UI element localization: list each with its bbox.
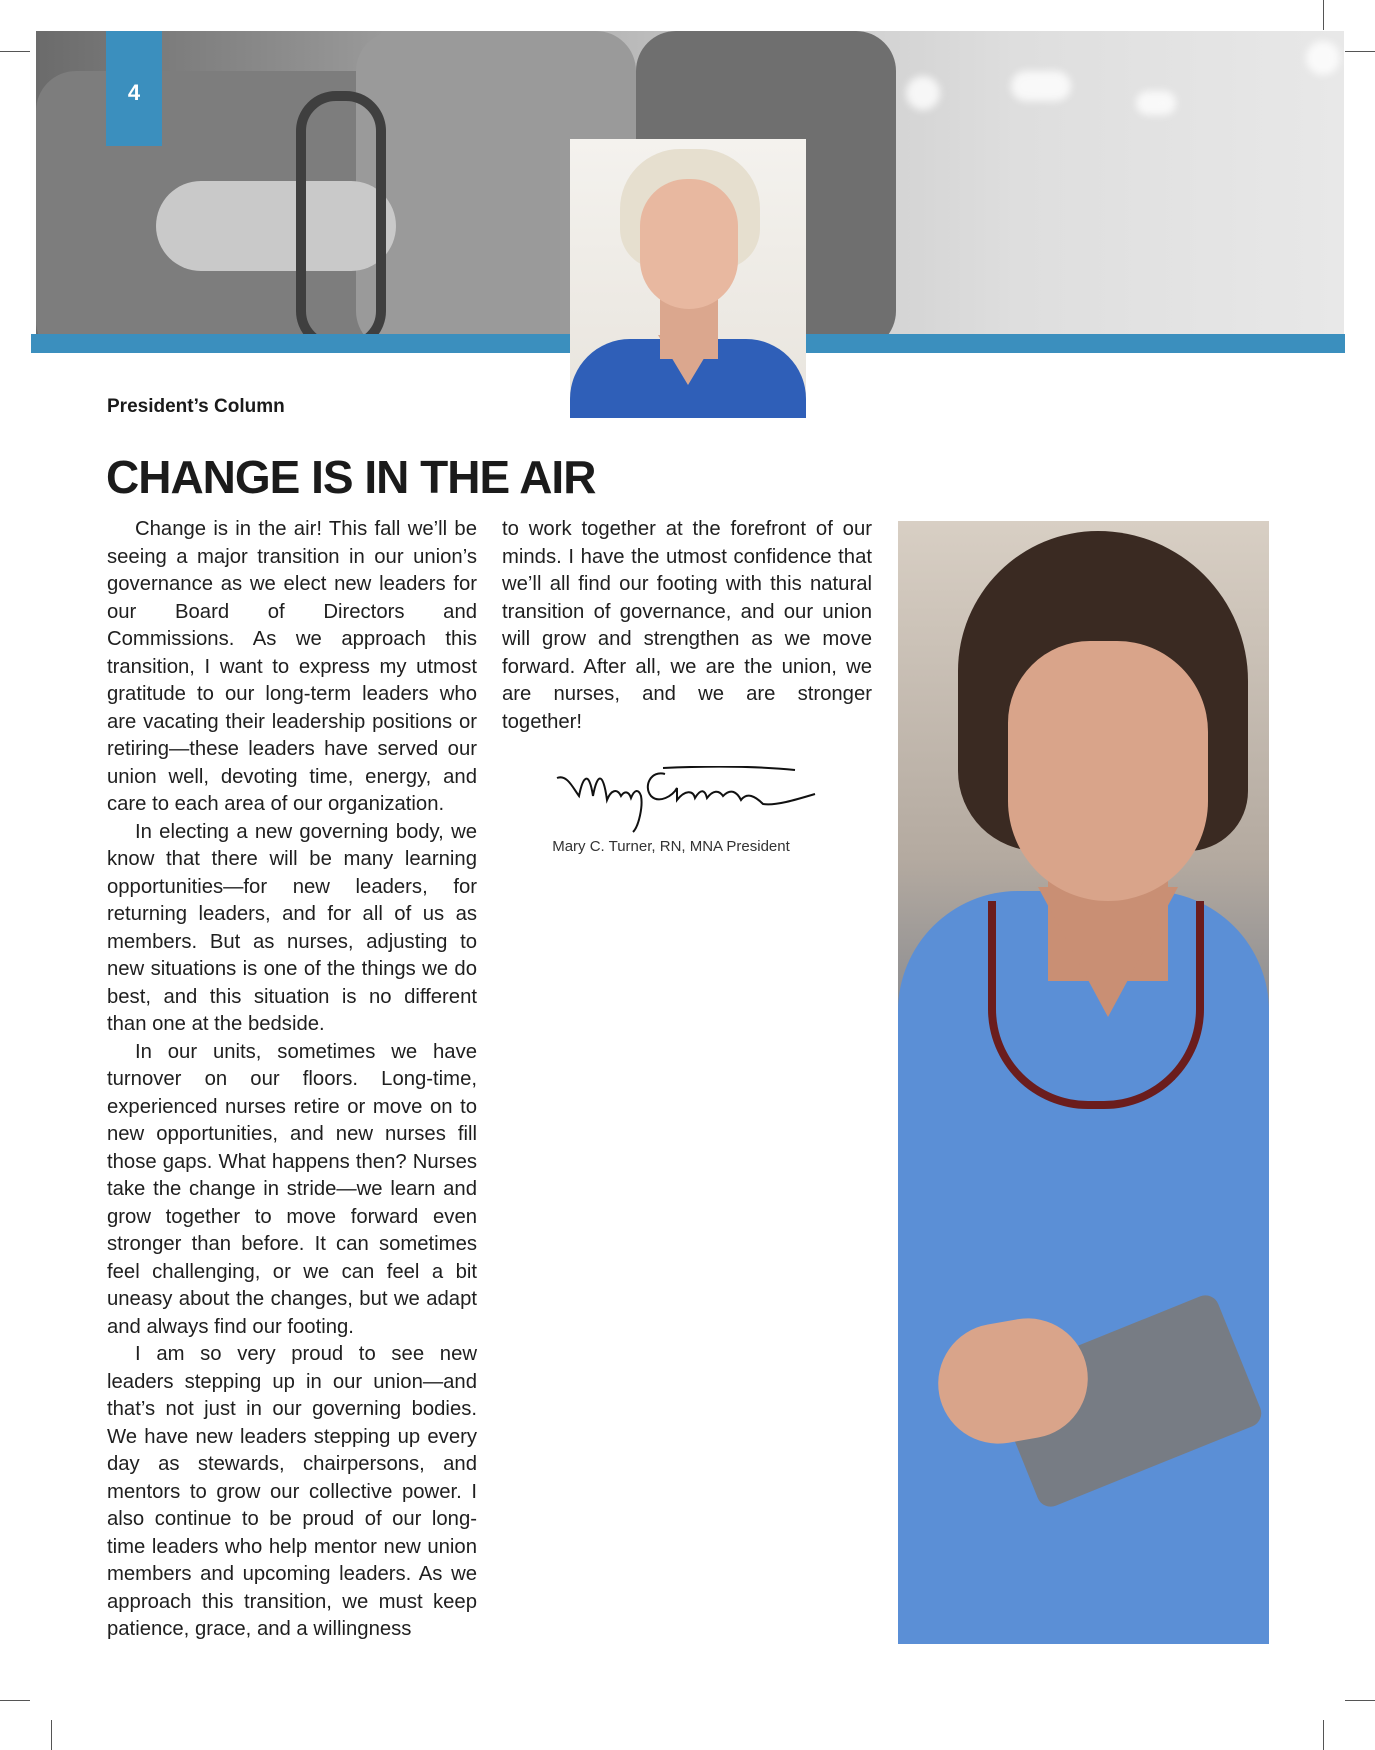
paragraph: to work together at the forefront of our minds. I have the utmost confidence that we’ll all find our footing with this natural transition of governance, and our union will grow and strengthen as we move forward. After all, we are the union, we are nurses, and we are stronger together! (502, 518, 872, 733)
paragraph: In electing a new governing body, we know that there will be many learning opportunities—for new leaders, for returning leaders, and for all of us as members. But as nurses, adjusting to new situations is one of the things we do best, and this situation is no different than one at the bedside. (107, 820, 477, 1035)
signature-caption: Mary C. Turner, RN, MNA President (552, 838, 790, 855)
article-column-2 (502, 516, 872, 736)
crop-mark (0, 1700, 30, 1701)
crop-mark (51, 1720, 52, 1750)
crop-mark (1323, 1720, 1324, 1750)
headline: CHANGE IS IN THE AIR (106, 451, 596, 503)
crop-mark (0, 51, 30, 52)
paragraph: Change is in the air! This fall we’ll be seeing a major transition in our union’s governance as we elect new leaders for our Board of Directors and Commissions. As we approach this transition, I want to express my utmost gratitude to our long-term leaders who are vacating their leadership positions or retiring—these leaders have served our union well, devoting time, energy, and care to each area of our organization. (107, 518, 477, 815)
crop-mark (1323, 0, 1324, 30)
article-column-1 (107, 516, 477, 1644)
paragraph: I am so very proud to see new leaders stepping up in our union—and that’s not just in our governing bodies. We have new leaders stepping up every day as stewards, chairpersons, and mentors to grow our collective power. I also continue to be proud of our long-time leaders who help mentor new union members and upcoming leaders. As we approach this transition, we must keep patience, grace, and a willingness (107, 1343, 477, 1640)
crop-mark (1345, 1700, 1375, 1701)
handwritten-signature (555, 766, 817, 836)
president-portrait (570, 139, 806, 418)
nurse-photo (898, 521, 1269, 1644)
paragraph: In our units, sometimes we have turnover on our floors. Long-time, experienced nurses retire or move on to new opportunities, and new nurses fill those gaps. What happens then? Nurses take the change in stride—we learn and grow together to move forward even stronger than before. It can sometimes feel challenging, or we can feel a bit uneasy about the changes, but we adapt and always find our footing. (107, 1040, 477, 1338)
section-label: President’s Column (107, 396, 285, 417)
crop-mark (1345, 51, 1375, 52)
page-number: 4 (106, 31, 162, 146)
